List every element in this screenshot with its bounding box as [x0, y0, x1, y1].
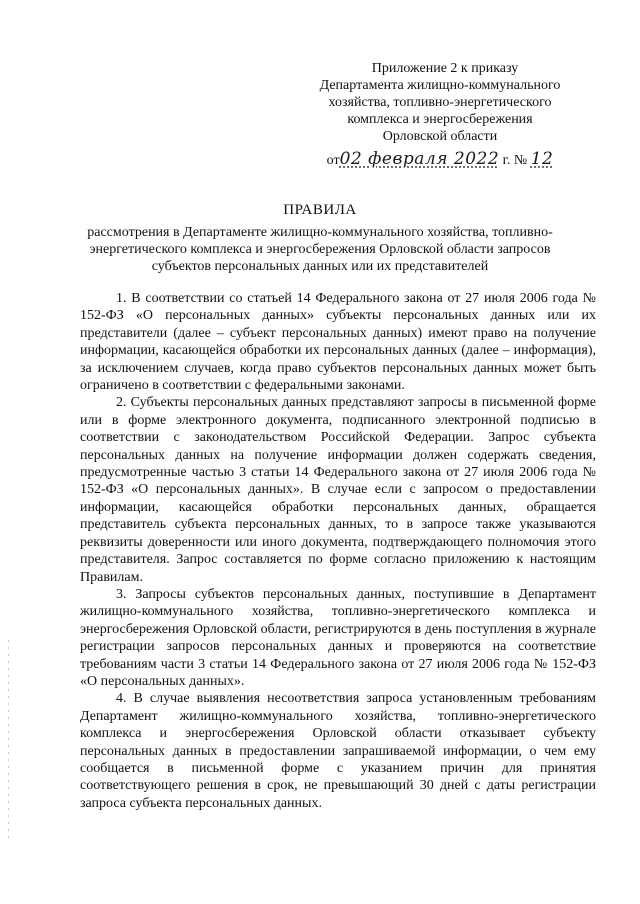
handwritten-date: 02 февраля 2022 [339, 149, 500, 169]
scan-edge-marks [8, 640, 9, 840]
document-subtitle: рассмотрения в Департаменте жилищно-коммунального хозяйства, топливно-энергетического комплекса и энергосбережения Орловской области запросов субъектов персональных данных или их представителей [87, 225, 553, 274]
appendix-block [300, 60, 580, 171]
paragraph-4: 4. В случае выявления несоответствия запроса установленным требованиям Департамент жилищно-коммунального хозяйства, топливно-энергетического комплекса и энергосбережения Орловской области отказывает субъекту персональных данных в предоставлении запрашиваемой информации, о чем ему сообщается в письменной форме с указанием причин для принятия соответствующего решения в срок, не превышающий 30 дней с даты регистрации запроса субъекта персональных данных. [80, 691, 596, 811]
appendix-line: хозяйства, топливно-энергетического [328, 95, 552, 110]
appendix-line: Департамента жилищно-коммунального [319, 78, 561, 93]
document-title: ПРАВИЛА [283, 202, 357, 218]
appendix-line: комплекса и энергосбережения [347, 112, 533, 127]
date-prefix: от [326, 153, 340, 168]
appendix-line: Орловской области [382, 129, 498, 144]
document-body [80, 290, 596, 812]
appendix-line: Приложение 2 к приказу [371, 61, 519, 76]
order-date-line [300, 149, 580, 171]
paragraph-1: 1. В соответствии со статьей 14 Федерального закона от 27 июля 2006 года № 152-ФЗ «О персональных данных» субъекты персональных данных или их представители (далее – субъект персональных данных) имеют право на получение информации, касающейся обработки их персональных данных (далее – информация), за исключением случаев, когда право субъектов персональных данных может быть ограничено в соответствии с федеральными законами. [80, 291, 596, 394]
year-number-suffix: г. № [502, 153, 528, 168]
paragraph-2: 2. Субъекты персональных данных представляют запросы в письменной форме или в форме электронного документа, подписанного электронной подписью в соответствии с законодательством Российской Федерации. Запрос субъекта персональных данных на получение информации должен содержать сведения, предусмотренные частью 3 статьи 14 Федерального закона от 27 июля 2006 года № 152-ФЗ «О персональных данных». В случае если с запросом о предоставлении информации, касающейся обработки персональных данных, обращается представитель субъекта персональных данных, то в запросе также указываются реквизиты доверенности или иного документа, подтверждающего полномочия этого представителя. Запрос составляется по форме согласно приложению к настоящим Правилам. [80, 395, 596, 585]
handwritten-order-number: 12 [530, 149, 554, 169]
paragraph-3: 3. Запросы субъектов персональных данных, поступившие в Департамент жилищно-коммунального хозяйства, топливно-энергетического комплекса и энергосбережения Орловской области, регистрируются в день поступления в журнале регистрации запросов персональных данных и проверяются на соответствие требованиям части 3 статьи 14 Федерального закона от 27 июля 2006 года № 152-ФЗ «О персональных данных». [80, 586, 596, 689]
